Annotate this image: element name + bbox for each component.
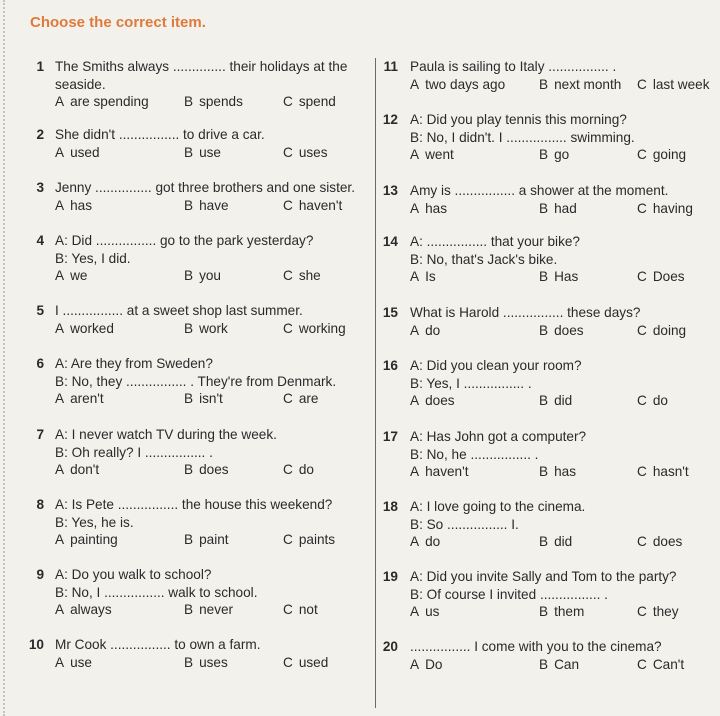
option-text: does <box>425 393 455 408</box>
question-text-line: B: No, he ................ . <box>410 446 539 462</box>
answer-option-b[interactable] <box>539 146 569 164</box>
option-text: we <box>70 268 88 283</box>
question-8 <box>22 496 372 566</box>
option-letter: A <box>55 320 65 336</box>
question-text-line: The Smiths always .............. their holidays at the <box>55 59 348 74</box>
answer-option-b[interactable] <box>539 322 584 340</box>
answer-option-a[interactable] <box>410 200 447 218</box>
option-letter: C <box>637 393 647 408</box>
option-letter: C <box>637 322 647 338</box>
option-text: do <box>425 322 441 338</box>
answer-option-a[interactable] <box>410 656 442 674</box>
answer-options <box>55 601 318 619</box>
option-letter: C <box>283 532 293 547</box>
question-number: 17 <box>382 429 398 444</box>
answer-option-b[interactable] <box>184 320 228 338</box>
option-text: us <box>425 604 440 619</box>
question-text-line: What is Harold ................ these days? <box>410 305 641 320</box>
option-letter: B <box>184 602 194 617</box>
question-text-line: seaside. <box>55 76 106 92</box>
question-body <box>55 426 314 479</box>
option-text: don't <box>70 462 100 477</box>
option-text: spend <box>298 94 336 109</box>
option-letter: A <box>55 532 65 547</box>
answer-option-b[interactable] <box>184 601 233 619</box>
option-text: had <box>554 200 577 216</box>
option-text: working <box>298 320 346 336</box>
option-letter: B <box>184 268 194 283</box>
option-text: go <box>554 147 570 162</box>
question-text-line: A: Did ................ go to the park yesterday? <box>55 233 314 248</box>
question-body <box>55 302 346 337</box>
question-text-line: I ................ at a sweet shop last summer. <box>55 303 303 318</box>
option-letter: B <box>184 462 194 477</box>
question-body <box>410 498 683 551</box>
question-body <box>55 496 336 549</box>
option-letter: A <box>410 534 420 549</box>
option-letter: B <box>539 534 549 549</box>
option-letter: C <box>637 76 647 92</box>
question-text-line: A: I never watch TV during the week. <box>55 427 277 442</box>
option-letter: A <box>410 464 420 479</box>
question-number: 14 <box>382 234 398 249</box>
answer-option-a[interactable] <box>55 267 87 285</box>
option-letter: C <box>283 602 293 617</box>
question-16 <box>376 357 716 427</box>
question-text-line: B: No, that's Jack's bike. <box>410 251 558 267</box>
option-letter: C <box>283 144 293 160</box>
option-text: having <box>652 200 693 216</box>
question-body <box>410 58 710 93</box>
question-body <box>410 568 679 621</box>
question-text-line: She didn't ................ to drive a car. <box>55 127 265 142</box>
question-number: 7 <box>36 427 44 442</box>
answer-options <box>410 322 687 340</box>
question-number: 3 <box>36 180 44 195</box>
option-letter: C <box>637 269 647 284</box>
question-text-line: B: Yes, I ................ . <box>410 375 532 391</box>
option-letter: B <box>539 393 549 408</box>
option-letter: C <box>637 656 647 672</box>
answer-option-a[interactable] <box>55 197 92 215</box>
question-text-line: A: I love going to the cinema. <box>410 499 586 514</box>
question-number: 4 <box>36 233 44 248</box>
question-body <box>410 111 687 164</box>
answer-options <box>410 392 668 410</box>
answer-option-a[interactable] <box>55 144 100 162</box>
option-letter: C <box>283 197 293 213</box>
option-letter: B <box>184 144 194 160</box>
answer-option-c[interactable] <box>283 654 328 672</box>
question-14 <box>376 233 716 303</box>
option-text: isn't <box>199 391 223 406</box>
option-text: last week <box>652 76 710 92</box>
question-body <box>410 304 687 339</box>
question-body <box>410 428 689 481</box>
answer-option-c[interactable] <box>637 146 686 164</box>
option-text: Is <box>425 269 436 284</box>
option-text: haven't <box>425 464 469 479</box>
option-text: haven't <box>298 197 343 213</box>
option-letter: A <box>55 268 65 283</box>
answer-option-c[interactable] <box>637 463 689 481</box>
option-text: are <box>298 391 319 406</box>
answer-option-b[interactable] <box>184 93 243 111</box>
question-number: 15 <box>382 305 398 320</box>
option-text: paints <box>298 532 336 547</box>
option-letter: B <box>539 269 549 284</box>
option-letter: B <box>184 654 194 670</box>
option-letter: C <box>637 200 647 216</box>
option-letter: A <box>55 197 65 213</box>
question-6 <box>22 355 372 425</box>
question-number: 12 <box>382 112 398 127</box>
answer-options <box>55 197 355 215</box>
option-text: hasn't <box>652 464 689 479</box>
answer-option-a[interactable] <box>410 463 469 481</box>
option-text: never <box>199 602 234 617</box>
answer-options <box>410 200 693 218</box>
option-text: she <box>298 268 321 283</box>
option-letter: A <box>410 604 420 619</box>
question-number: 11 <box>383 59 398 74</box>
option-letter: A <box>55 391 65 406</box>
answer-option-c[interactable] <box>637 656 684 674</box>
question-text-line: Paula is sailing to Italy ................ . <box>410 59 617 74</box>
question-number: 9 <box>36 567 44 582</box>
option-letter: B <box>184 391 194 406</box>
answer-options <box>410 268 685 286</box>
answer-option-b[interactable] <box>539 463 576 481</box>
option-text: used <box>70 144 100 160</box>
question-text-line: ................ I come with you to the cinema? <box>410 639 662 654</box>
answer-options <box>410 76 710 94</box>
answer-option-a[interactable] <box>55 531 118 549</box>
option-text: uses <box>298 144 328 160</box>
option-text: do <box>425 534 441 549</box>
question-text-line: B: No, they ................ . They're from Denmark. <box>55 373 337 389</box>
answer-option-c[interactable] <box>637 603 679 621</box>
answer-options <box>55 390 336 408</box>
answer-option-c[interactable] <box>637 322 686 340</box>
option-letter: A <box>55 602 65 617</box>
option-letter: B <box>539 200 549 216</box>
option-letter: C <box>283 462 293 477</box>
option-letter: B <box>184 320 194 336</box>
option-letter: A <box>55 462 65 477</box>
answer-options <box>410 603 679 621</box>
answer-option-b[interactable] <box>184 197 229 215</box>
question-20 <box>376 638 716 708</box>
answer-option-b[interactable] <box>539 268 578 286</box>
option-text: use <box>199 144 221 160</box>
option-text: have <box>199 197 229 213</box>
option-text: does <box>199 462 229 477</box>
option-letter: A <box>55 144 65 160</box>
option-letter: C <box>637 604 647 619</box>
question-number: 5 <box>36 303 44 318</box>
question-body <box>410 357 668 410</box>
answer-option-c[interactable] <box>283 461 314 479</box>
answer-options <box>55 144 328 162</box>
option-letter: C <box>637 534 647 549</box>
answer-options <box>55 320 346 338</box>
question-text-line: B: No, I ................ walk to school. <box>55 584 258 600</box>
answer-option-c[interactable] <box>637 76 710 94</box>
question-number: 8 <box>36 497 44 512</box>
option-text: next month <box>554 76 622 92</box>
option-text: them <box>554 604 585 619</box>
option-text: has <box>70 197 92 213</box>
answer-option-b[interactable] <box>184 390 223 408</box>
question-4 <box>22 232 372 302</box>
option-letter: B <box>539 147 549 162</box>
answer-options <box>410 146 687 164</box>
answer-option-a[interactable] <box>55 654 92 672</box>
option-letter: B <box>539 464 549 479</box>
answer-option-b[interactable] <box>184 461 229 479</box>
question-number: 13 <box>382 183 398 198</box>
answer-option-a[interactable] <box>55 320 114 338</box>
option-letter: B <box>539 656 549 672</box>
question-body <box>55 355 336 408</box>
option-text: did <box>554 393 573 408</box>
answer-option-b[interactable] <box>539 200 577 218</box>
question-17 <box>376 428 716 498</box>
option-letter: B <box>184 532 194 547</box>
option-letter: C <box>283 94 293 109</box>
answer-option-b[interactable] <box>184 144 221 162</box>
question-number: 16 <box>382 358 398 373</box>
option-letter: B <box>184 197 194 213</box>
answer-options <box>410 463 689 481</box>
option-text: does <box>652 534 683 549</box>
question-text-line: Jenny ............... got three brothers and one sister. <box>55 180 355 195</box>
answer-option-b[interactable] <box>539 76 621 94</box>
question-body <box>55 179 355 214</box>
answer-option-c[interactable] <box>283 267 321 285</box>
option-letter: A <box>410 76 420 92</box>
answer-option-a[interactable] <box>410 76 505 94</box>
question-number: 2 <box>36 127 44 142</box>
option-text: worked <box>70 320 114 336</box>
option-text: work <box>199 320 228 336</box>
option-letter: B <box>539 604 549 619</box>
option-letter: A <box>410 200 420 216</box>
option-text: went <box>425 147 454 162</box>
option-text: are spending <box>70 94 149 109</box>
question-number: 1 <box>36 59 44 74</box>
answer-option-a[interactable] <box>55 461 99 479</box>
question-text-line: B: So ................ I. <box>410 516 519 532</box>
answer-option-a[interactable] <box>55 390 104 408</box>
answer-option-a[interactable] <box>410 533 440 551</box>
answer-option-c[interactable] <box>637 392 668 410</box>
answer-option-c[interactable] <box>283 531 335 549</box>
option-text: uses <box>199 654 228 670</box>
option-text: has <box>425 200 447 216</box>
option-letter: A <box>55 94 65 109</box>
option-letter: B <box>539 322 549 338</box>
option-letter: A <box>55 654 65 670</box>
question-10 <box>22 636 372 706</box>
option-text: aren't <box>70 391 104 406</box>
option-text: going <box>652 147 687 162</box>
question-text-line: Amy is ................ a shower at the moment. <box>410 183 669 198</box>
option-text: do <box>652 393 668 408</box>
option-letter: B <box>539 76 549 92</box>
option-text: Can't <box>652 656 685 672</box>
answer-option-c[interactable] <box>637 200 693 218</box>
answer-option-a[interactable] <box>410 322 440 340</box>
question-body <box>410 233 685 286</box>
answer-option-b[interactable] <box>539 392 572 410</box>
answer-option-b[interactable] <box>539 603 584 621</box>
answer-option-b[interactable] <box>184 531 229 549</box>
question-text-line: B: Yes, I did. <box>55 250 131 266</box>
answer-options <box>410 533 683 551</box>
option-text: use <box>70 654 92 670</box>
option-text: not <box>298 602 318 617</box>
question-text-line: B: Of course I invited ................ . <box>410 586 608 602</box>
question-9 <box>22 566 372 636</box>
option-text: they <box>652 604 679 619</box>
answer-option-c[interactable] <box>637 533 682 551</box>
option-text: did <box>554 534 573 549</box>
answer-option-c[interactable] <box>283 390 318 408</box>
option-letter: C <box>637 147 647 162</box>
option-letter: A <box>410 269 420 284</box>
question-body <box>55 126 328 161</box>
question-number: 20 <box>382 639 398 654</box>
question-text-line: A: Is Pete ................ the house this weekend? <box>55 497 333 512</box>
answer-option-c[interactable] <box>283 320 346 338</box>
question-19 <box>376 568 716 638</box>
question-7 <box>22 426 372 496</box>
option-letter: C <box>637 464 647 479</box>
option-letter: C <box>283 391 293 406</box>
question-text-line: A: Are they from Sweden? <box>55 356 213 371</box>
answer-option-c[interactable] <box>283 93 336 111</box>
answer-option-a[interactable] <box>410 146 454 164</box>
question-text-line: B: No, I didn't. I ................ swimming. <box>410 129 635 145</box>
answer-option-b[interactable] <box>539 656 579 674</box>
option-text: you <box>199 268 221 283</box>
question-text-line: A: Did you invite Sally and Tom to the party? <box>410 569 677 584</box>
exercise-title: Choose the correct item. <box>30 14 206 31</box>
question-body <box>55 566 318 619</box>
answer-option-c[interactable] <box>283 197 342 215</box>
option-letter: A <box>410 393 420 408</box>
option-text: does <box>554 322 584 338</box>
answer-options <box>410 656 685 674</box>
question-text-line: A: Did you clean your room? <box>410 358 582 373</box>
question-number: 10 <box>28 637 44 652</box>
question-text-line: A: Has John got a computer? <box>410 429 587 444</box>
option-text: always <box>70 602 112 617</box>
question-text-line: B: Oh really? I ................ . <box>55 444 213 460</box>
option-letter: C <box>283 320 293 336</box>
answer-option-a[interactable] <box>410 603 439 621</box>
option-letter: C <box>283 654 293 670</box>
question-body <box>55 636 329 671</box>
option-letter: A <box>410 147 420 162</box>
question-body <box>410 638 685 673</box>
answer-option-a[interactable] <box>55 601 112 619</box>
page-edge-perforation <box>3 0 5 716</box>
option-letter: A <box>410 656 420 672</box>
question-text-line: Mr Cook ................ to own a farm. <box>55 637 261 652</box>
question-text-line: A: Do you walk to school? <box>55 567 212 582</box>
answer-option-a[interactable] <box>55 93 149 111</box>
answer-option-c[interactable] <box>283 601 318 619</box>
answer-option-b[interactable] <box>539 533 572 551</box>
option-text: two days ago <box>425 76 506 92</box>
option-text: has <box>554 464 576 479</box>
answer-option-b[interactable] <box>184 654 228 672</box>
option-text: Do <box>425 656 443 672</box>
question-12 <box>376 111 716 181</box>
option-text: Has <box>554 269 579 284</box>
question-number: 19 <box>382 569 398 584</box>
option-text: paint <box>199 532 229 547</box>
answer-option-a[interactable] <box>410 268 436 286</box>
option-text: painting <box>70 532 118 547</box>
answer-options <box>55 93 347 111</box>
question-text-line: A: Did you play tennis this morning? <box>410 112 627 127</box>
answer-option-b[interactable] <box>184 267 221 285</box>
option-text: spends <box>199 94 243 109</box>
question-18 <box>376 498 716 568</box>
answer-options <box>55 654 329 672</box>
question-text-line: A: ................ that your bike? <box>410 234 580 249</box>
answer-option-a[interactable] <box>410 392 455 410</box>
option-letter: B <box>184 94 194 109</box>
question-number: 18 <box>382 499 398 514</box>
option-text: doing <box>652 322 687 338</box>
question-number: 6 <box>36 356 44 371</box>
question-text-line: B: Yes, he is. <box>55 514 134 530</box>
question-1 <box>22 58 372 128</box>
answer-options <box>55 531 336 549</box>
option-text: used <box>298 654 329 670</box>
option-letter: C <box>283 268 293 283</box>
answer-option-c[interactable] <box>283 144 328 162</box>
question-body <box>55 58 347 111</box>
question-body <box>55 232 321 285</box>
option-letter: A <box>410 322 420 338</box>
option-text: do <box>298 462 314 477</box>
answer-option-c[interactable] <box>637 268 685 286</box>
option-text: Does <box>652 269 685 284</box>
option-text: Can <box>554 656 580 672</box>
question-body <box>410 182 693 217</box>
answer-options <box>55 461 314 479</box>
answer-options <box>55 267 321 285</box>
